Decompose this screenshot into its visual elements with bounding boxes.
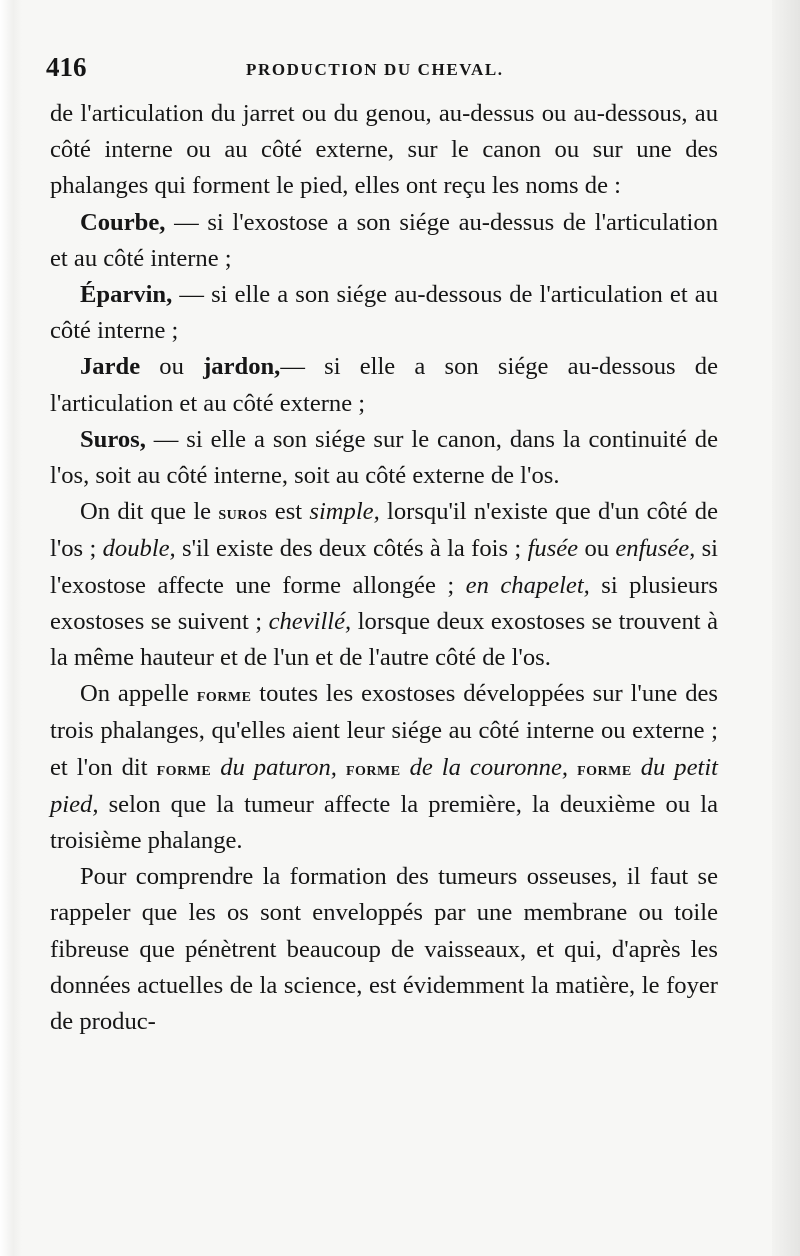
definition-jarde bbox=[50, 349, 718, 421]
small-caps-term: forme bbox=[345, 757, 401, 780]
definition-text: — si elle a son siége sur le canon, dans la continuité de l'os, soit au côté interne, soit au côté externe de l'os. bbox=[50, 425, 718, 490]
term-suros: Suros, bbox=[80, 425, 146, 453]
small-caps-term: forme bbox=[196, 684, 252, 707]
small-caps-term: suros bbox=[218, 502, 268, 525]
intro-paragraph: de l'articulation du jarret ou du genou, au-dessus ou au-dessous, au côté interne ou au côté externe, sur le canon ou sur une des phalanges qui forment le pied, elles ont reçu les noms de : bbox=[50, 100, 718, 200]
italic-term: du petit pied, bbox=[50, 753, 719, 818]
italic-term: du paturon, bbox=[211, 753, 337, 781]
term-eparvin: Éparvin, bbox=[80, 281, 173, 309]
page-number: 416 bbox=[46, 52, 87, 82]
text-run: s'il existe des deux côtés à la fois ; bbox=[175, 535, 528, 563]
italic-term: chevillé, bbox=[268, 607, 352, 635]
italic-term: simple, bbox=[309, 498, 380, 526]
text-run: si l'exostose affecte une forme allongée ; bbox=[50, 535, 719, 599]
text-run: selon que la tumeur affecte la première, la deuxième ou la troisième phalange. bbox=[50, 790, 718, 855]
text-run: si plusieurs exostoses se suivent ; bbox=[50, 571, 718, 635]
text-run bbox=[568, 754, 577, 781]
definition-text: — si elle a son siége au-dessous de l'articulation et au côté interne ; bbox=[50, 281, 718, 345]
text-run: On appelle bbox=[80, 680, 197, 708]
small-caps-term: forme bbox=[156, 757, 212, 780]
definition-text: — si l'exostose a son siége au-dessus de l'articulation et au côté interne ; bbox=[50, 208, 718, 272]
paragraph-suros-types bbox=[50, 494, 718, 676]
italic-term: en chapelet, bbox=[465, 571, 590, 599]
body-text bbox=[50, 96, 718, 1040]
text-run: On dit que le bbox=[80, 498, 219, 526]
small-caps-term: forme bbox=[577, 757, 632, 780]
text-run bbox=[337, 754, 346, 781]
conjunction: ou bbox=[140, 353, 204, 381]
definition-courbe bbox=[50, 205, 718, 277]
text-run: toutes les exostoses développées sur l'une des trois phalanges, qu'elles aient leur siége au côté interne ou externe ; et l'on dit bbox=[50, 680, 718, 781]
paragraph-forme bbox=[50, 676, 718, 859]
term-jardon: jardon, bbox=[203, 353, 281, 381]
definition-eparvin bbox=[50, 277, 718, 349]
italic-term: double, bbox=[102, 535, 176, 563]
text-run: est bbox=[267, 498, 310, 526]
text-run: ou bbox=[578, 535, 616, 563]
italic-term: de la couronne, bbox=[400, 753, 569, 781]
term-jarde: Jarde bbox=[80, 353, 141, 381]
text-run: lorsqu'il n'existe que d'un côté de l'os ; bbox=[50, 498, 719, 563]
text-run: lorsque deux exostoses se trouvent à la même hauteur et de l'un et de l'autre côté de l'os. bbox=[50, 607, 718, 672]
italic-term: enfusée, bbox=[615, 535, 696, 563]
term-courbe: Courbe, bbox=[80, 208, 166, 236]
definition-text: — si elle a son siége au-dessous de l'articulation et au côté externe ; bbox=[50, 353, 718, 417]
definition-suros bbox=[50, 422, 718, 494]
page-header bbox=[46, 52, 746, 88]
paragraph-formation: Pour comprendre la formation des tumeurs osseuses, il faut se rappeler que les os sont enveloppés par une membrane ou toile fibreuse que pénètrent beaucoup de vaisseaux, et qui, d'après les données actuelles de la science, est évidemment la matière, le foyer de produc- bbox=[50, 863, 718, 1036]
running-title: PRODUCTION DU CHEVAL. bbox=[246, 60, 504, 79]
italic-term: fusée bbox=[527, 535, 579, 563]
